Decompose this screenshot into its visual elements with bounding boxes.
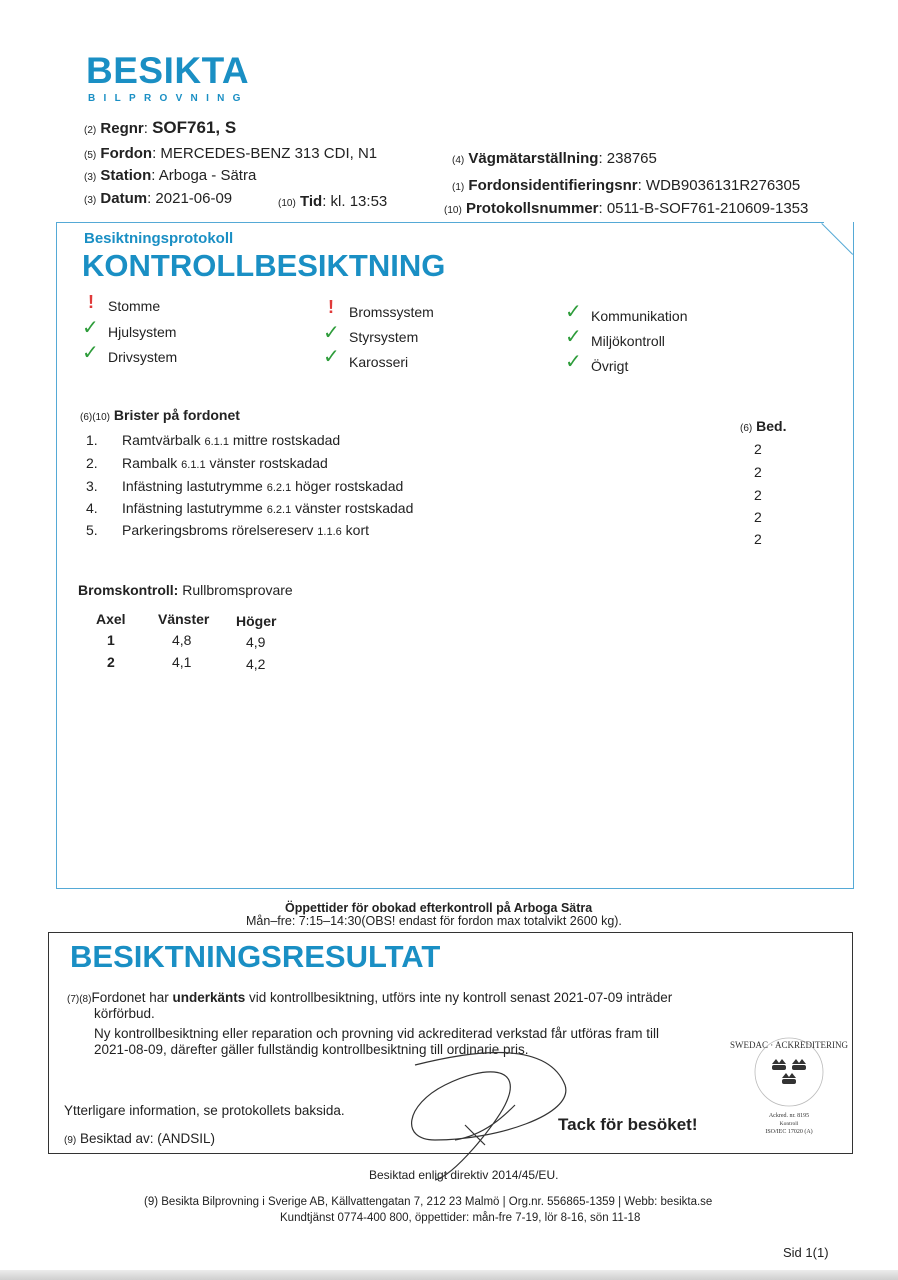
opening-title: Öppettider för obokad efterkontroll på Arboga Sätra xyxy=(285,901,593,915)
page-edge xyxy=(0,1270,898,1280)
bed-value: 2 xyxy=(754,441,762,457)
tid-value: kl. 13:53 xyxy=(330,193,388,210)
checkmark-icon: ✓ xyxy=(82,317,99,339)
bed-value: 2 xyxy=(754,531,762,547)
checkmark-icon: ✓ xyxy=(565,326,582,348)
table-header: Höger xyxy=(236,613,277,629)
system-bromssystem: Bromssystem xyxy=(349,304,434,320)
system-hjulsystem: Hjulsystem xyxy=(108,324,177,340)
list-item: 5. Parkeringsbroms rörelsereserv 1.1.6 kort xyxy=(86,522,369,538)
checkmark-icon: ✓ xyxy=(323,346,340,368)
system-ovrigt: Övrigt xyxy=(591,358,629,374)
table-cell: 4,2 xyxy=(246,656,266,672)
besikta-logo: BESIKTA xyxy=(86,50,250,91)
regnr-field: (2) Regnr: SOF761, S xyxy=(84,118,237,137)
list-item: 4. Infästning lastutrymme 6.2.1 vänster rostskadad xyxy=(86,500,414,516)
footer-line2: Kundtjänst 0774-400 800, öppettider: mån-fre 7-19, lör 8-16, sön 11-18 xyxy=(280,1212,641,1224)
fordon-field: (5) Fordon: MERCEDES-BENZ 313 CDI, N1 xyxy=(84,145,378,162)
datum-value: 2021-06-09 xyxy=(155,190,233,207)
protocol-title: KONTROLLBESIKTNING xyxy=(82,248,446,283)
stamp-line3: ISO/IEC 17020 (A) xyxy=(765,1129,813,1135)
matar-field: (4) Vägmätarställning: 238765 xyxy=(452,150,657,167)
system-styrsystem: Styrsystem xyxy=(349,329,419,345)
list-item: 2. Rambalk 6.1.1 vänster rostskadad xyxy=(86,455,328,471)
station-value: Arboga - Sätra xyxy=(158,167,257,184)
defects-heading: (6)(10) Brister på fordonet xyxy=(80,407,240,423)
bed-value: 2 xyxy=(754,487,762,503)
more-info: Ytterligare information, se protokollets baksida. xyxy=(64,1103,345,1118)
checkmark-icon: ✓ xyxy=(82,342,99,364)
table-cell: 2 xyxy=(107,654,115,670)
protokoll-field: (10) Protokollsnummer: 0511-B-SOF761-210609-1353 xyxy=(444,200,809,217)
system-stomme: Stomme xyxy=(108,298,161,314)
table-header: Axel xyxy=(96,611,126,627)
table-cell: 4,8 xyxy=(172,632,192,648)
protocol-subtitle: Besiktningsprotokoll xyxy=(84,230,234,247)
protocol-box xyxy=(56,222,854,889)
table-cell: 4,9 xyxy=(246,634,266,650)
fordon-value: MERCEDES-BENZ 313 CDI, N1 xyxy=(160,145,378,162)
warning-icon: ! xyxy=(88,292,94,312)
matar-value: 238765 xyxy=(606,150,657,167)
protokoll-value: 0511-B-SOF761-210609-1353 xyxy=(606,200,809,217)
result-line2: körförbud. xyxy=(94,1006,155,1021)
stamp-line2: Kontroll xyxy=(779,1121,799,1127)
result-title: BESIKTNINGSRESULTAT xyxy=(70,939,441,974)
vin-value: WDB9036131R276305 xyxy=(645,177,801,194)
system-karosseri: Karosseri xyxy=(349,354,409,370)
stamp-ring-text: SWEDAC · ACKREDITERING xyxy=(730,1040,848,1050)
warning-icon: ! xyxy=(328,297,334,317)
checkmark-icon: ✓ xyxy=(565,351,582,373)
bed-value: 2 xyxy=(754,509,762,525)
result-line3: Ny kontrollbesiktning eller reparation och provning vid ackrediterad verkstad får utföras fram till xyxy=(94,1026,660,1041)
opening-hours: Mån–fre: 7:15–14:30(OBS! endast för fordon max totalvikt 2600 kg). xyxy=(246,914,622,928)
system-miljokontroll: Miljökontroll xyxy=(591,333,665,349)
directive-text: Besiktad enligt direktiv 2014/45/EU. xyxy=(369,1168,559,1182)
tid-field: (10) Tid: kl. 13:53 xyxy=(278,193,388,210)
list-item: 1. Ramtvärbalk 6.1.1 mittre rostskadad xyxy=(86,432,341,448)
datum-field: (3) Datum: 2021-06-09 xyxy=(84,190,233,207)
stamp-line1: Ackred. nr. 8195 xyxy=(768,1113,810,1119)
table-header: Vänster xyxy=(158,611,210,627)
brake-control: Bromskontroll: Rullbromsprovare xyxy=(78,582,293,598)
page-number: Sid 1(1) xyxy=(783,1245,829,1260)
system-drivsystem: Drivsystem xyxy=(108,349,178,365)
checkmark-icon: ✓ xyxy=(323,322,340,344)
thanks-text: Tack för besöket! xyxy=(558,1115,698,1134)
regnr-value: SOF761, S xyxy=(152,118,237,137)
bed-value: 2 xyxy=(754,464,762,480)
footer-line1: (9) Besikta Bilprovning i Sverige AB, Källvattengatan 7, 212 23 Malmö | Org.nr. 556865-1359 | Webb: besikta.se xyxy=(144,1196,713,1208)
list-item: 3. Infästning lastutrymme 6.2.1 höger rostskadad xyxy=(86,478,404,494)
swedac-stamp xyxy=(730,1030,848,1140)
system-kommunikation: Kommunikation xyxy=(591,308,688,324)
table-cell: 4,1 xyxy=(172,654,192,670)
result-line1: (7)(8)Fordonet har underkänts vid kontrollbesiktning, utförs inte ny kontroll senast 2021-07-09 inträder xyxy=(67,990,673,1005)
result-line4: 2021-08-09, därefter gäller fullständig kontrollbesiktning till ordinarie pris. xyxy=(94,1042,529,1057)
inspector: (9) Besiktad av: (ANDSIL) xyxy=(64,1131,216,1146)
logo-subtitle: BILPROVNING xyxy=(88,93,249,104)
signature xyxy=(395,1045,595,1185)
bed-heading: (6) Bed. xyxy=(740,418,787,434)
station-field: (3) Station: Arboga - Sätra xyxy=(84,167,257,184)
checkmark-icon: ✓ xyxy=(565,301,582,323)
vin-field: (1) Fordonsidentifieringsnr: WDB9036131R276305 xyxy=(452,177,801,194)
table-cell: 1 xyxy=(107,632,115,648)
